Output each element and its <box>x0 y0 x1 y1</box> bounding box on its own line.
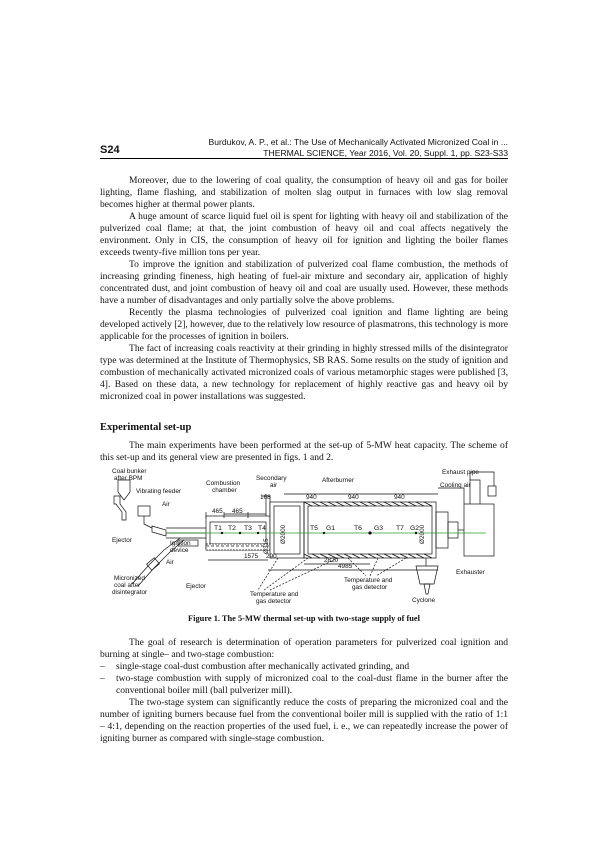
dim-940-b: 940 <box>348 494 359 501</box>
dim-940-a: 940 <box>306 494 317 501</box>
figure-caption: Figure 1. The 5-MW thermal set-up with two-stage supply of fuel <box>188 614 420 623</box>
dim-2820: 2820 <box>324 557 339 564</box>
section-title: Experimental set-up <box>100 422 192 433</box>
dim-1575: 1575 <box>244 553 259 560</box>
label-ignition: Ignition <box>170 540 191 547</box>
label-ejector-left: Ejector <box>112 537 132 544</box>
list-item: – single-stage coal-dust combustion after mechanically activated grinding, and <box>100 661 410 672</box>
sensor-t2: T2 <box>228 525 236 532</box>
running-header <box>108 137 508 158</box>
label-air-bottom: Air <box>166 559 174 566</box>
paragraph-2: A huge amount of scarce liquid fuel oil is spent for lighting with heavy oil and stabilization of the pulverized coal flame; at that, the joint combustion of heavy oil and coal affects negatively the environment. Only in CIS, the consumption of heavy oil for ignition and lighting the boiler flames exceeds twenty-five million tons per year. <box>100 211 508 258</box>
label-air-top: Air <box>162 501 170 508</box>
dim-2000-b: Ø2000 <box>419 524 426 544</box>
label-vibrating-feeder: Vibrating feeder <box>136 488 182 495</box>
label-exhauster: Exhauster <box>456 569 485 576</box>
sensor-t7: T7 <box>396 525 404 532</box>
label-temp-gas-2b: gas detector <box>352 584 388 591</box>
combustion-modes-list <box>100 661 508 697</box>
goal-text <box>100 637 508 745</box>
dim-290: 290 <box>266 553 277 560</box>
sensor-t4: T4 <box>258 525 266 532</box>
label-temp-gas-1a: Temperature and <box>250 591 299 598</box>
figure-1-diagram <box>108 466 502 612</box>
label-secondary: Secondary <box>256 475 287 482</box>
label-secondary-air: air <box>270 482 278 489</box>
intro-text <box>100 175 508 403</box>
label-cooling-air: Cooling air <box>440 482 471 489</box>
sensor-t3: T3 <box>244 525 252 532</box>
label-afterburner: Afterburner <box>322 477 354 484</box>
list-item: – two-stage combustion with supply of micronized coal to the coal-dust flame in the burner after the conventional boiler mill (ball pulverizer mill). <box>100 673 508 696</box>
sensor-g3: G3 <box>374 525 384 532</box>
label-temp-gas-1b: gas detector <box>256 598 292 605</box>
paragraph-3: To improve the ignition and stabilization of pulverized coal flame combustion, the methods of increasing grinding fineness, high heating of fuel-air mixture and secondary air, application of highly concentrated dust, and joint combustion of heavy oil and coal are usually used. However, these methods have a number of disadvantages and only partially solve the above problems. <box>100 259 508 306</box>
goal-paragraph: The goal of research is determination of operation parameters for pulverized coal ignition and burning at single– and two-stage combustion: <box>100 637 508 660</box>
label-coal-after: coal after <box>114 582 141 589</box>
label-cyclone: Cyclone <box>412 597 436 604</box>
dim-168: 168 <box>260 494 271 501</box>
setup-text <box>100 440 508 464</box>
page-number: S24 <box>100 144 120 156</box>
dim-315: Ø315 <box>263 538 270 554</box>
label-disintegrator: disintegrator <box>112 589 148 596</box>
sensor-g2: G2 <box>410 525 420 532</box>
dim-465-b: 465 <box>232 508 243 515</box>
sensor-t1: T1 <box>214 525 222 532</box>
header-journal: THERMAL SCIENCE, Year 2016, Vol. 20, Suppl. 1, pp. S23-S33 <box>263 147 508 158</box>
paragraph-5: The fact of increasing coals reactivity at their grinding in highly stressed mills of the disintegrator type was determined at the Institute of Thermophysics, SB RAS. Some results on the study of ignition and combustion of mechanically activated micronized coals of various metamorphic stages were published [3, 4]. Based on these data, a new technology for replacement of highly reactive gas and heavy oil by micronized coal in power installations was suggested. <box>100 343 508 402</box>
paragraph-1: Moreover, due to the lowering of coal quality, the consumption of heavy oil and gas for boiler lighting, flame flashing, and stabilization of molten slag output in furnaces with low slag removal becomes higher at thermal power plants. <box>100 175 508 210</box>
label-coal-bunker: Coal bunker <box>112 468 147 475</box>
sensor-t6: T6 <box>354 525 362 532</box>
header-rule <box>100 158 508 159</box>
label-device: device <box>170 547 189 554</box>
setup-paragraph: The main experiments have been performed at the set-up of 5-MW heat capacity. The scheme of this set-up and its general view are presented in figs. 1 and 2. <box>100 440 508 463</box>
label-ejector-bottom: Ejector <box>186 583 206 590</box>
label-exhaust-pipe: Exhaust pipe <box>442 469 479 476</box>
label-combustion: Combustion <box>206 480 241 487</box>
header-authors: Burdukov, A. P., et al.: The Use of Mechanically Activated Micronized Coal in ... <box>208 137 508 147</box>
dim-4985: 4985 <box>338 563 353 570</box>
label-chamber: chamber <box>212 487 237 494</box>
final-paragraph: The two-stage system can significantly reduce the costs of preparing the micronized coal and the number of igniting burners because fuel from the conventional boiler mill is supplied with the ratio of 1:1 – 4:1, depending on the reaction properties of the used fuel, i. e., we can repeatedly increase the power of igniting burner as compared with single-stage combustion. <box>100 697 508 744</box>
sensor-g1: G1 <box>326 525 336 532</box>
label-after-bpm: after BPM <box>114 475 143 482</box>
sensor-t5: T5 <box>310 525 318 532</box>
dim-940-c: 940 <box>394 494 405 501</box>
label-temp-gas-2a: Temperature and <box>344 577 393 584</box>
paragraph-4: Recently the plasma technologies of pulverized coal ignition and flame lighting are being developed actively [2], however, due to the relatively low resource of plasmatrons, this technology is more applicable for the processes of ignition in boilers. <box>100 307 508 342</box>
label-micronized: Micronized <box>114 575 145 582</box>
dim-465-a: 465 <box>212 508 223 515</box>
dim-2000-a: Ø2000 <box>280 524 287 544</box>
